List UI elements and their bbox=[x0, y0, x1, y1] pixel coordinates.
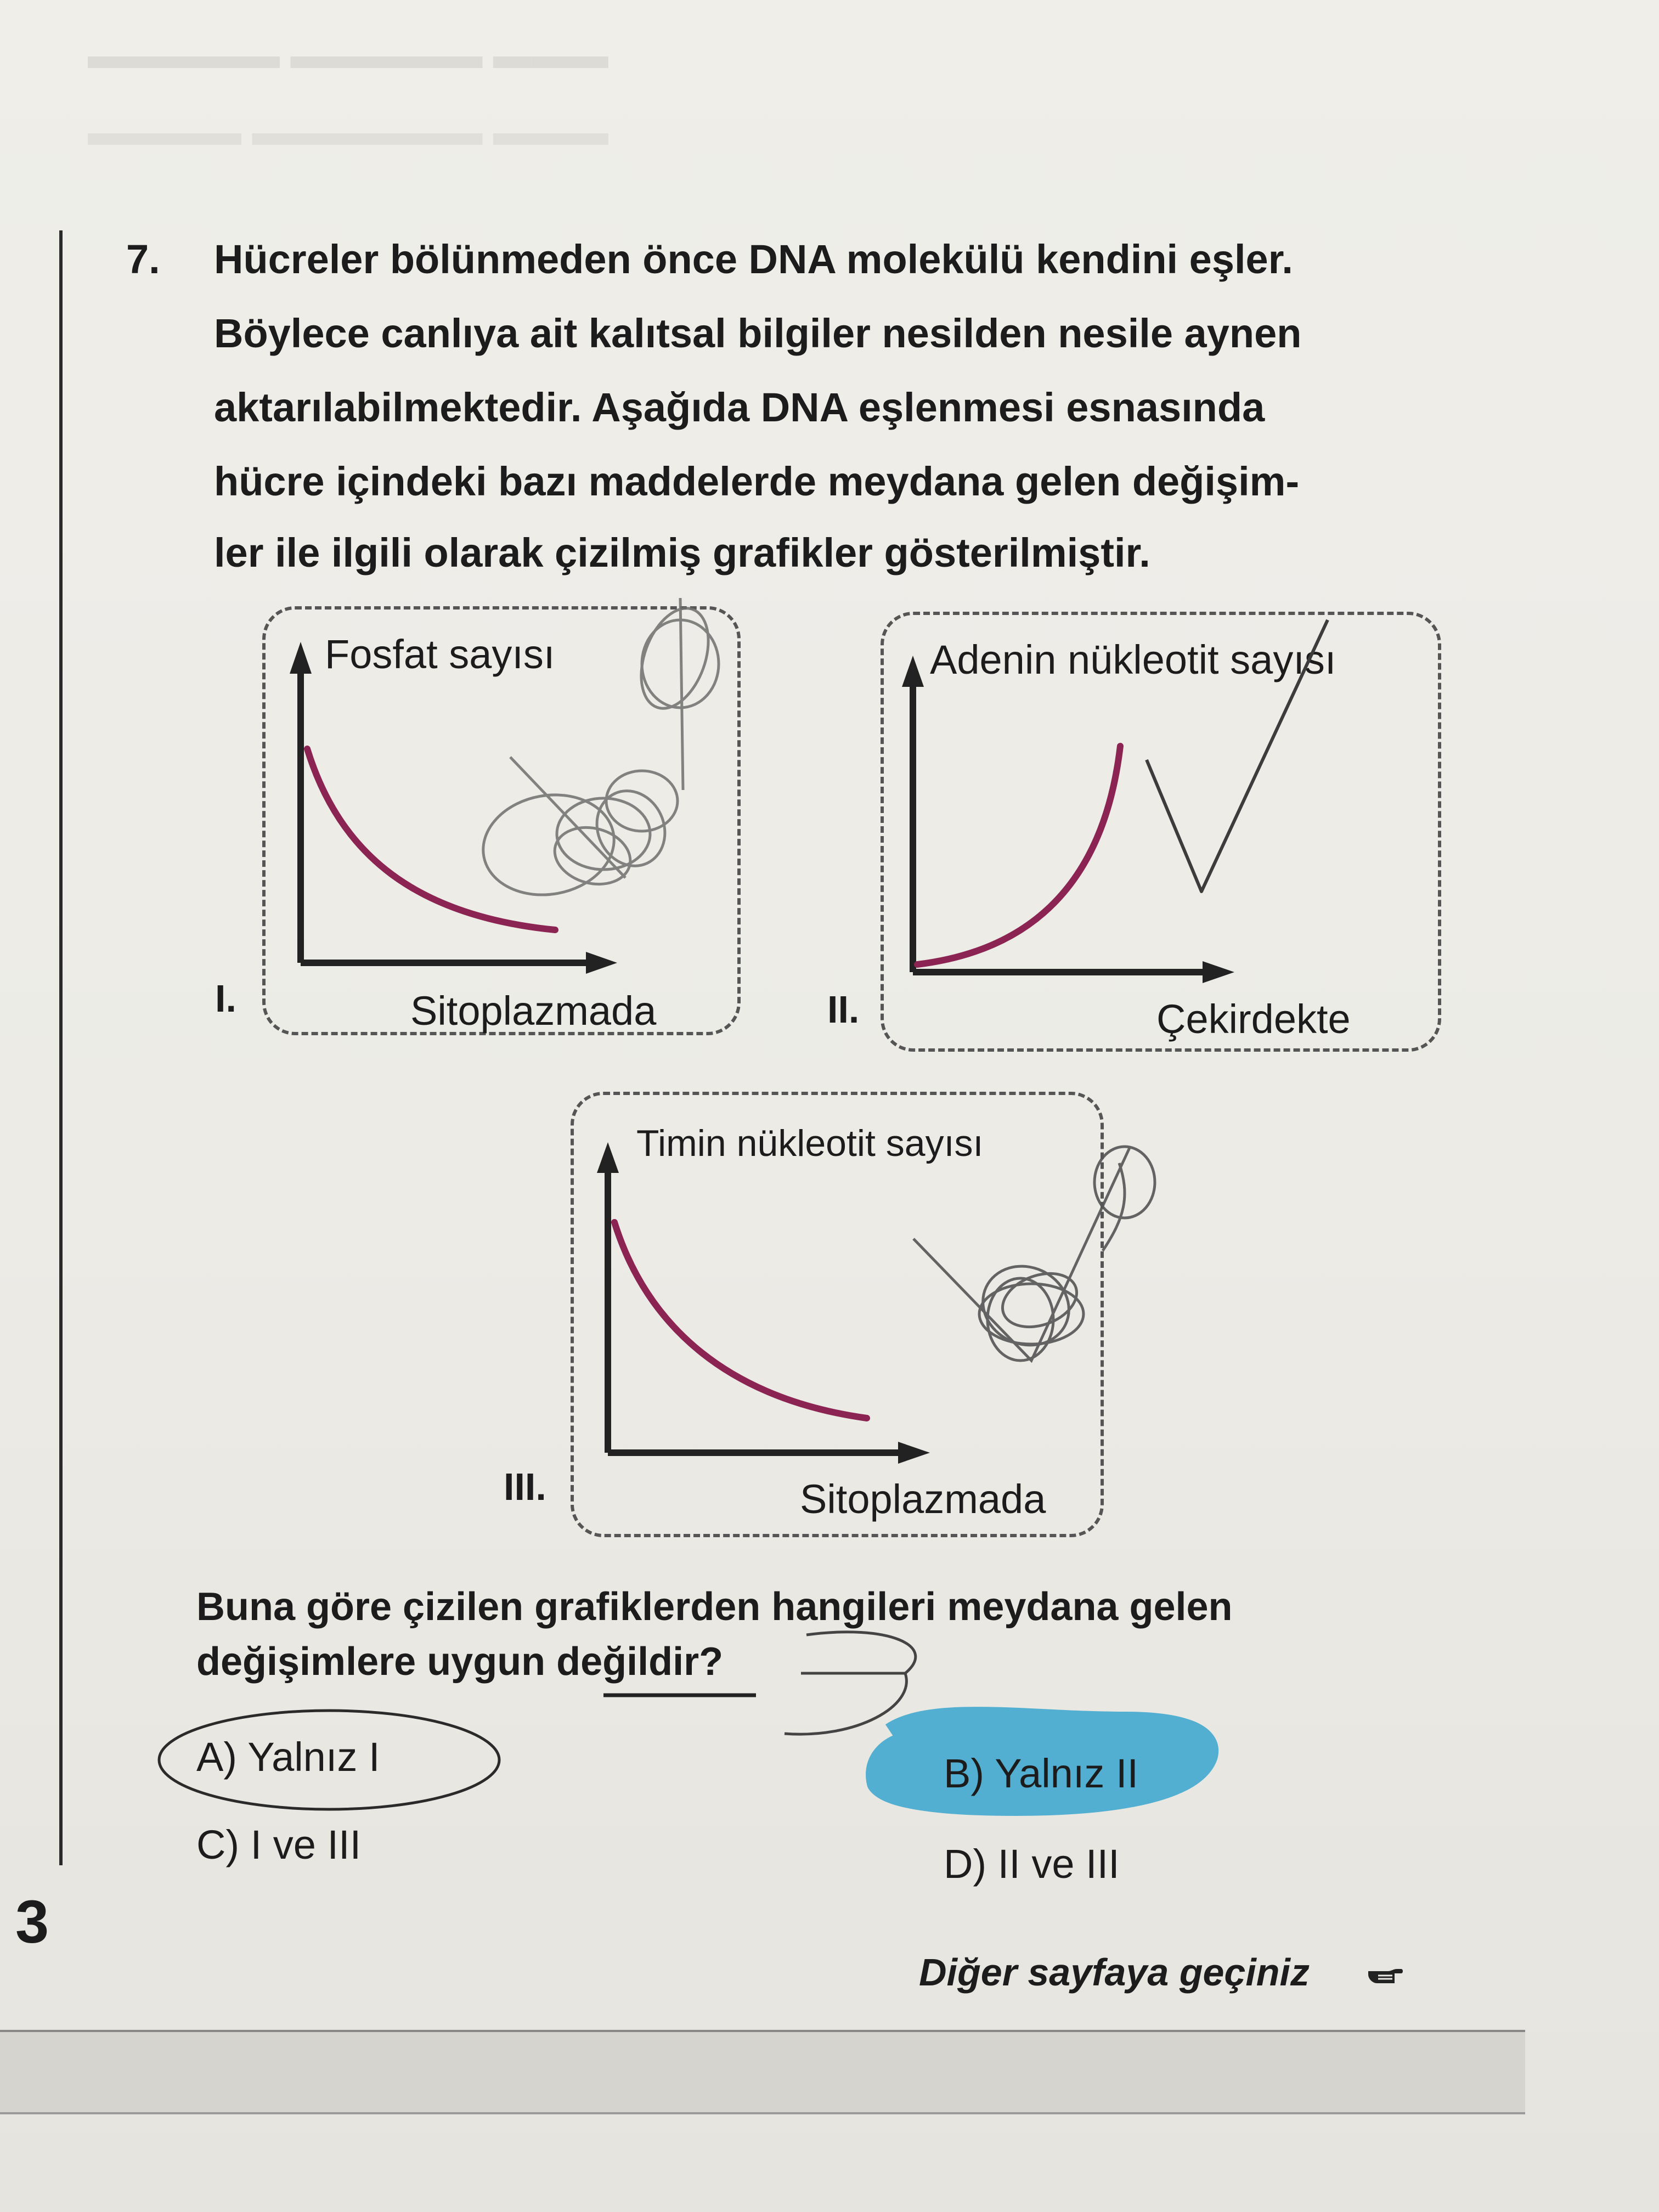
graph-i-ylabel: Fosfat sayısı bbox=[325, 631, 555, 677]
page-number: 3 bbox=[15, 1888, 49, 1956]
question-text-line: Böylece canlıya ait kalıtsal bilgiler nesilden nesile aynen bbox=[214, 311, 1302, 356]
bottom-rule bbox=[0, 2112, 1525, 2114]
option-b[interactable]: B) Yalnız II bbox=[944, 1751, 1139, 1796]
option-d[interactable]: D) II ve III bbox=[944, 1841, 1120, 1887]
bleed-through-text: ▬▬▬ ▬▬▬▬▬▬ ▬▬▬▬ bbox=[88, 110, 608, 153]
question-text-line: hücre içindeki bazı maddelerde meydana gelen değişim- bbox=[214, 459, 1300, 504]
question-number: 7. bbox=[126, 236, 160, 282]
graph-iii-roman: III. bbox=[504, 1465, 546, 1508]
graph-i-roman: I. bbox=[215, 977, 236, 1020]
graph-iii-xlabel: Sitoplazmada bbox=[800, 1476, 1046, 1522]
question-text-line: ler ile ilgili olarak çizilmiş grafikler gösterilmiştir. bbox=[214, 530, 1150, 575]
option-a[interactable]: A) Yalnız I bbox=[196, 1734, 380, 1780]
option-c[interactable]: C) I ve III bbox=[196, 1822, 362, 1867]
graph-ii-xlabel: Çekirdekte bbox=[1156, 996, 1351, 1042]
bleed-through-text: ▬▬▬ ▬▬▬▬▬ ▬▬▬▬▬ bbox=[88, 33, 608, 76]
pointing-hand-icon bbox=[1366, 1961, 1404, 1989]
graph-iii-ylabel: Timin nükleotit sayısı bbox=[636, 1122, 984, 1164]
prompt-line-2: değişimlere uygun değildir? bbox=[196, 1640, 724, 1684]
graph-ii-roman: II. bbox=[827, 988, 860, 1031]
graph-i-xlabel: Sitoplazmada bbox=[410, 988, 657, 1034]
question-text-line: Hücreler bölünmeden önce DNA molekülü kendini eşler. bbox=[214, 236, 1293, 282]
question-text-line: aktarılabilmektedir. Aşağıda DNA eşlenmesi esnasında bbox=[214, 385, 1265, 430]
prompt-line-1: Buna göre çizilen grafiklerden hangileri meydana gelen bbox=[196, 1585, 1233, 1629]
page-bottom-strip bbox=[0, 2031, 1525, 2112]
next-page-note: Diğer sayfaya geçiniz bbox=[919, 1951, 1310, 1994]
graph-ii-ylabel: Adenin nükleotit sayısı bbox=[930, 637, 1336, 682]
bottom-rule bbox=[0, 2030, 1525, 2032]
